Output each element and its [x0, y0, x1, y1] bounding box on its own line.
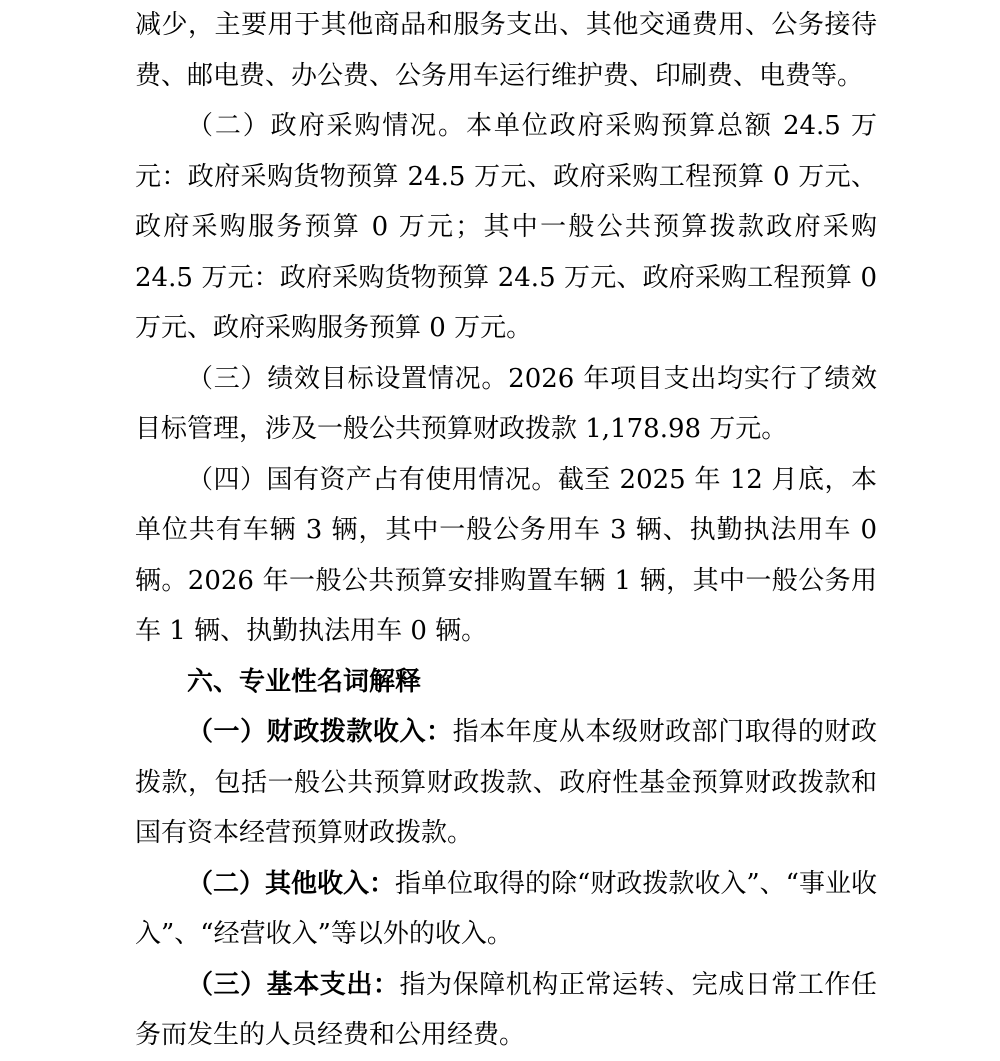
- paragraph-term-fiscal-allocation: [135, 707, 877, 859]
- procurement-body: 本单位政府采购预算总额 24.5 万元：政府采购货物预算 24.5 万元、政府采购工程预算 0 万元、政府采购服务预算 0 万元；其中一般公共预算拨款政府采购 24.5 万元：政府采购货物预算 24.5 万元、政府采购工程预算 0 万元、政府采购服务预算 0 万元。: [135, 111, 877, 343]
- term2-body: 指单位取得的除“财政拨款收入”、“事业收入”、“经营收入”等以外的收入。: [135, 868, 877, 949]
- term1-body: 指本年度从本级财政部门取得的财政拨款，包括一般公共预算财政拨款、政府性基金预算财政拨款和国有资本经营预算财政拨款。: [135, 717, 877, 848]
- assets-body: 截至 2025 年 12 月底，本单位共有车辆 3 辆，其中一般公务用车 3 辆、执勤执法用车 0 辆。2026 年一般公共预算安排购置车辆 1 辆，其中一般公务用车 1 辆、执勤执法用车 0 辆。: [135, 464, 877, 646]
- term2-lead: （二）其他收入：: [187, 868, 396, 899]
- term3-lead: （三）基本支出：: [187, 969, 400, 1000]
- assets-lead: （四）国有资产占有使用情况。: [187, 464, 558, 495]
- term1-lead: （一）财政拨款收入：: [187, 717, 453, 747]
- paragraph-state-assets: [135, 455, 877, 657]
- paragraph-text: 减少，主要用于其他商品和服务支出、其他交通费用、公务接待费、邮电费、办公费、公务用车运行维护费、印刷费、电费等。: [135, 10, 877, 91]
- performance-lead: （三）绩效目标设置情况。: [187, 363, 509, 394]
- paragraph-term-other-income: [135, 859, 877, 960]
- performance-body: 2026 年项目支出均实行了绩效目标管理，涉及一般公共预算财政拨款 1,178.98 万元。: [135, 363, 877, 444]
- procurement-lead: （二）政府采购情况。: [187, 111, 466, 141]
- paragraph-government-procurement: [135, 101, 877, 354]
- paragraph-expenditure-continued: [135, 0, 877, 101]
- section-heading-terminology: 六、专业性名词解释: [187, 666, 422, 697]
- paragraph-term-basic-expenditure: [135, 960, 877, 1061]
- term3-body: 指为保障机构正常运转、完成日常工作任务而发生的人员经费和公用经费。: [135, 969, 877, 1050]
- paragraph-performance-targets: [135, 354, 877, 455]
- document-page: [135, 0, 877, 1061]
